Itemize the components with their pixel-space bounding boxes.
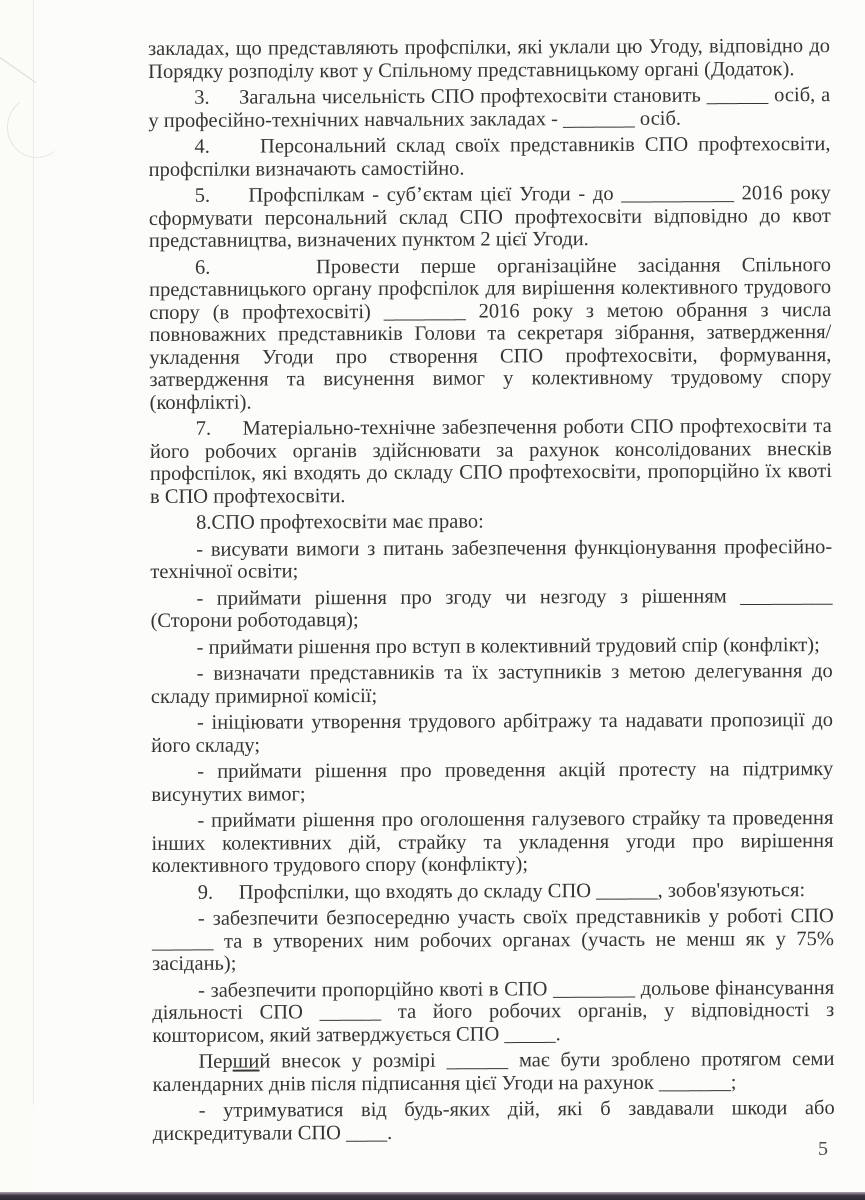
paragraph-item-5: 5. Профспілкам - суб’єктам цієї Угоди - до ___________ 2016 року сформувати персональний склад СПО профтехосвіти відповідно до квот представництва, визначених пунктом 2 цієї Угоди. [148, 182, 831, 252]
text-run: й внесок у розмірі ______ має бути зроблено протягом семи календарних днів після підписання цієї Угоди на рахунок _______; [152, 1048, 835, 1096]
paragraph-continuation: закладах, що представляють профспілки, які уклали цю Угоду, відповідно до Порядку розподілу квот у Спільному представницькому органі (Додаток). [148, 35, 831, 83]
bullet-agree-disagree: - приймати рішення про згоду чи незгоду з рішенням _________ (Сторони роботодавця); [150, 584, 833, 632]
paragraph-first-payment [152, 1048, 834, 1096]
page-number: 5 [818, 1138, 828, 1160]
paragraph-item-9: 9. Профспілки, що входять до складу СПО ______, зобов'язуються: [197, 878, 806, 904]
paragraph-item-8: 8.СПО профтехосвіти має право: [196, 510, 484, 534]
bullet-protest-actions: - приймати рішення про проведення акцій протесту на підтримку висунутих вимог; [151, 758, 834, 806]
bullet-arbitration: - ініціювати утворення трудового арбітражу та надавати пропозиції до його складу; [151, 709, 834, 757]
paragraph-item-3: 3. Загальна чисельність СПО профтехосвіти становить ______ осіб, а у професійно-технічних навчальних закладах - _______ осіб. [148, 84, 831, 132]
paragraph-item-6: 6. Провести перше організаційне засідання Спільного представницького органу профспілок для вирішення колективного трудового спору (в профтехосвіті) ________ 2016 року з метою обрання з числа повноважних представників Голови та секретаря зібрання, затвердження/укладення Угоди про створення СПО профтехосвіти, формування, затвердження та висунення вимог у колективному трудовому спору (конфлікті). [149, 253, 832, 414]
paragraph-item-7: 7. Матеріально-технічне забезпечення роботи СПО профтехосвіти та його робочих органів здійснювати за рахунок консолідованих внесків профспілок, які входять до складу СПО профтехосвіти, пропорційно їх квоті в СПО профтехосвіти. [149, 415, 832, 508]
bullet-participation: - забезпечити безпосередню участь своїх представників у роботі СПО ______ та в утворених ним робочих органах (участь не менш як у 75% засідань); [151, 905, 834, 975]
bullet-enter-dispute: - приймати рішення про вступ в колективний трудовий спір (конфлікт); [196, 633, 820, 659]
bullet-delegates: - визначати представників та їх заступників з метою делегування до складу примирної комісії; [150, 660, 833, 708]
paragraph-item-4: 4. Персональний склад своїх представників СПО профтехосвіти, профспілки визначають самостійно. [148, 133, 831, 181]
scan-bottom-edge [0, 1192, 865, 1200]
bullet-demands: - висувати вимоги з питань забезпечення функціонування професійно-технічної освіти; [150, 535, 833, 583]
document-body [148, 35, 835, 1149]
underlined-text-run: ши [232, 1050, 260, 1073]
text-run: Пер [198, 1050, 233, 1073]
scan-edge-line [33, 0, 34, 1105]
scanner-edge-strip [0, 0, 33, 1200]
bullet-strike: - приймати рішення про оголошення галузевого страйку та проведення інших колективних дій, страйку та укладення угоди про вирішення колективного трудового спору (конфлікту); [151, 807, 834, 877]
bullet-financing: - забезпечити пропорційно квоті в СПО ________ дольове фінансування діяльності СПО ______ та його робочих органів, у відповідності з кошторисом, який затверджується СПО _____. [152, 976, 835, 1047]
bullet-refrain-harm: - утримуватися від будь-яких дій, які б завдавали шкоди або дискредитували СПО ____. [152, 1097, 835, 1145]
